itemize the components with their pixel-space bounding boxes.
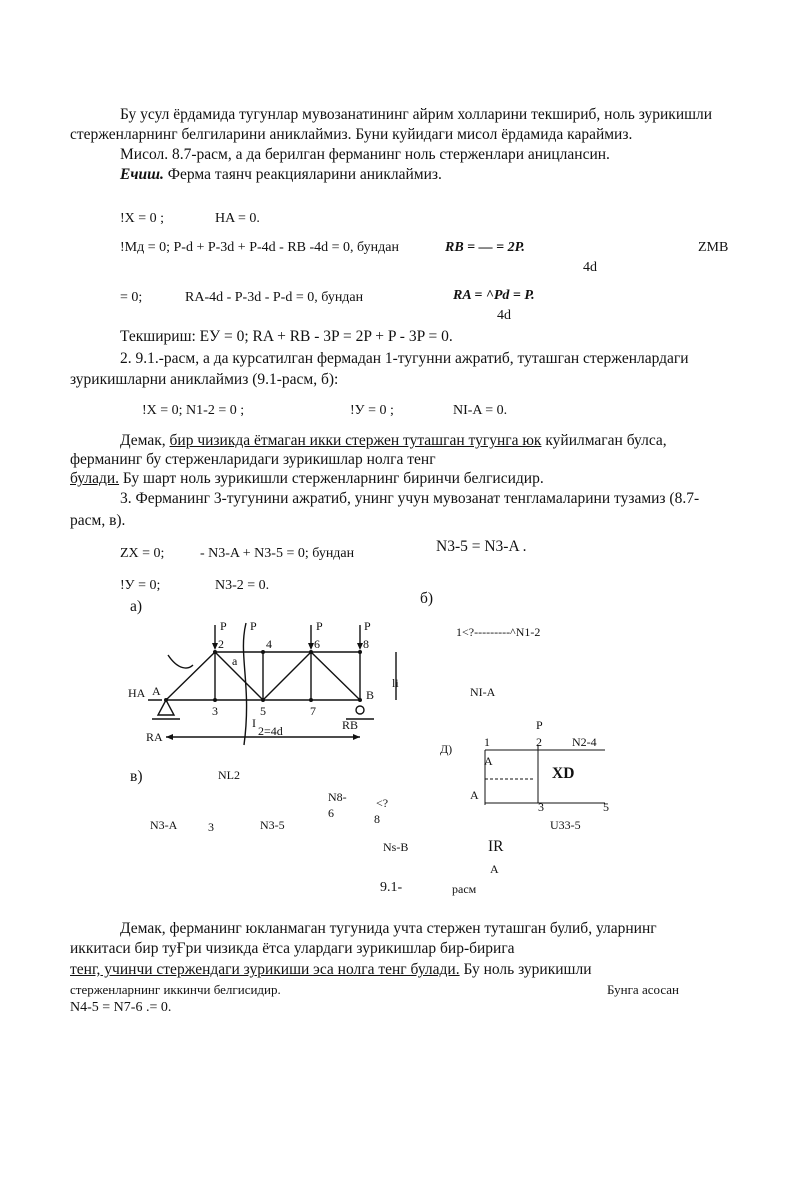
truss-node-7: 7 bbox=[310, 704, 316, 718]
p4-eq-5: N3-2 = 0. bbox=[215, 578, 270, 593]
eq-rb-result: RB = — = 2P. bbox=[445, 240, 525, 255]
fig-d-label-3: 2 bbox=[536, 735, 542, 749]
truss-node-2: 2 bbox=[218, 637, 224, 651]
eq-denominator-2: 4d bbox=[497, 308, 511, 323]
figure-b-n12: 1<?---------^N1-2 bbox=[456, 625, 541, 639]
truss-load-3: P bbox=[364, 619, 371, 633]
truss-node-8: 8 bbox=[363, 637, 369, 651]
p4-eq-3: N3-5 = N3-A . bbox=[436, 538, 527, 555]
eq-sum-x: !X = 0 ; bbox=[120, 211, 165, 226]
fig-d-label-8: 3 bbox=[538, 800, 544, 814]
truss-span-label: 2=4d bbox=[258, 724, 283, 738]
truss-section-label: I bbox=[252, 716, 256, 730]
fig-v-label-4: <? bbox=[376, 796, 389, 810]
fig-d-label-6: XD bbox=[552, 765, 575, 782]
p3-line-3 bbox=[70, 470, 544, 489]
text-line-3: Мисол. 8.7-расм, а да берилган ферманинг ноль стерженлари аницлансин. bbox=[120, 146, 610, 163]
truss-load-1: P bbox=[220, 619, 227, 633]
fig-d-label-5: A bbox=[484, 754, 493, 768]
figure-d-sketch bbox=[480, 745, 610, 815]
fig-d-label-4: N2-4 bbox=[572, 735, 597, 749]
p4-eq-1: ZX = 0; bbox=[120, 546, 165, 561]
eq-ha: HA = 0. bbox=[215, 211, 260, 226]
truss-node-a: A bbox=[152, 684, 161, 698]
figure-label-d: Д) bbox=[440, 742, 453, 756]
figure-label-v: в) bbox=[130, 768, 143, 785]
fig-v-label-7: 3 bbox=[208, 820, 214, 834]
fig-v-label-6: N3-A bbox=[150, 818, 178, 832]
figure-caption-number: 9.1- bbox=[380, 880, 403, 895]
p5-line-3 bbox=[70, 961, 592, 980]
p2-eq-2: !У = 0 ; bbox=[350, 403, 394, 418]
p5-line-4: стерженларнинг иккинчи белгисидир. bbox=[70, 982, 281, 997]
eq-moment-b: RA-4d - P-3d - P-d = 0, бундан bbox=[185, 290, 364, 305]
p4-eq-2: - N3-A + N3-5 = 0; бундан bbox=[200, 546, 355, 561]
p2-line-1: 2. 9.1.-расм, а да курсатилган фермадан 1-тугунни ажратиб, туташган стерженлардаги bbox=[120, 350, 689, 367]
fig-v-label-8: N3-5 bbox=[260, 818, 285, 832]
fig-d-label-1: P bbox=[536, 718, 543, 732]
solution-heading: Ечиш. bbox=[120, 166, 164, 183]
p5-text-b: Бу ноль зурикишли bbox=[463, 961, 592, 978]
eq-moment-b-start: = 0; bbox=[120, 290, 143, 305]
truss-node-b: B bbox=[366, 688, 375, 702]
fig-d-label-7: A bbox=[470, 788, 479, 802]
truss-node-3: 3 bbox=[212, 704, 218, 718]
fig-v-label-10: IR bbox=[488, 838, 504, 855]
fig-v-label-2: N8- bbox=[328, 790, 347, 804]
p2-line-2: зурикишларни аниклаймиз (9.1-расм, б): bbox=[70, 371, 339, 388]
text-line-1: Бу усул ёрдамида тугунлар мувозанатининг айрим холларини текшириб, ноль зурикишли bbox=[120, 106, 713, 123]
truss-height-label: li bbox=[392, 676, 399, 690]
solution-text: Ферма таянч реакцияларини аниклаймиз. bbox=[167, 166, 442, 183]
p4-line-2: расм, в). bbox=[70, 512, 126, 529]
fig-v-label-5: 8 bbox=[374, 812, 380, 826]
p2-eq-1: !X = 0; N1-2 = 0 ; bbox=[142, 403, 245, 418]
fig-d-label-10: U33-5 bbox=[550, 818, 581, 832]
p3-text-f: Бу шарт ноль зурикишли стерженларнинг биринчи белгисидир. bbox=[122, 470, 544, 487]
fig-d-label-2: 1 bbox=[484, 735, 490, 749]
figure-b-n1a: NI-A bbox=[470, 685, 496, 699]
truss-node-4: 4 bbox=[266, 637, 272, 651]
p3-text-c: куйилмаган булса, bbox=[545, 432, 667, 449]
p2-eq-3: NI-A = 0. bbox=[453, 403, 508, 418]
truss-load-4: P bbox=[250, 619, 257, 633]
truss-node-6: 6 bbox=[314, 637, 320, 651]
eq-check: Текшириш: ЕУ = 0; RA + RB - 3P = 2P + P - 3P = 0. bbox=[120, 328, 453, 345]
truss-ha-label: HA bbox=[128, 686, 146, 700]
solution-line bbox=[120, 166, 442, 185]
p3-line-1 bbox=[120, 432, 667, 451]
p4-eq-4: !У = 0; bbox=[120, 578, 161, 593]
fig-v-label-1: NL2 bbox=[218, 768, 240, 782]
truss-angle-label: a bbox=[232, 654, 238, 668]
p5-line-2: иккитаси бир туҒри чизикда ётса улардаги зурикишлар бир-бирига bbox=[70, 940, 515, 957]
fig-v-label-11: A bbox=[490, 862, 499, 876]
p3-text-a: Демак, bbox=[120, 432, 166, 449]
p5-line-1: Демак, ферманинг юкланмаган тугунида учта стержен туташган булиб, уларнинг bbox=[120, 920, 657, 937]
truss-rb-label: RB bbox=[342, 718, 359, 732]
fig-v-label-3: 6 bbox=[328, 806, 334, 820]
eq-denominator-1: 4d bbox=[583, 260, 597, 275]
truss-node-5: 5 bbox=[260, 704, 266, 718]
eq-moment-a: !Мд = 0; P-d + P-3d + P-4d - RB -4d = 0, бундан bbox=[120, 240, 399, 255]
truss-load-2: P bbox=[316, 619, 323, 633]
truss-ra-label: RA bbox=[146, 730, 163, 744]
p5-underlined: тенг, учинчи стержендаги зурикиши эса нолга тенг булади. bbox=[70, 961, 460, 978]
figure-caption-word: расм bbox=[452, 882, 477, 896]
eq-zmb: ZMB bbox=[698, 240, 729, 255]
figure-label-b: б) bbox=[420, 590, 434, 607]
p4-line-1: 3. Ферманинг 3-тугунини ажратиб, унинг учун мувозанат тенгламаларини тузамиз (8.7- bbox=[120, 490, 700, 507]
figure-label-a: а) bbox=[130, 598, 143, 615]
eq-ra-result: RA = ^Pd = P. bbox=[453, 288, 535, 303]
p5-line-5: N4-5 = N7-6 .= 0. bbox=[70, 1000, 172, 1015]
p3-underlined-a: бир чизикда ётмаган икки стержен туташган тугунга юк bbox=[169, 432, 542, 449]
text-line-2: стерженларнинг белгиларини аниклаймиз. Буни куйидаги мисол ёрдамида караймиз. bbox=[70, 126, 633, 143]
p3-underlined-b: булади. bbox=[70, 470, 120, 487]
p3-line-2: ферманинг бу стерженларидаги зурикишлар нолга тенг bbox=[70, 451, 436, 468]
fig-d-label-9: 5 bbox=[603, 800, 609, 814]
p5-line-4b: Бунга асосан bbox=[607, 982, 679, 997]
fig-v-label-9: Ns-B bbox=[383, 840, 409, 854]
